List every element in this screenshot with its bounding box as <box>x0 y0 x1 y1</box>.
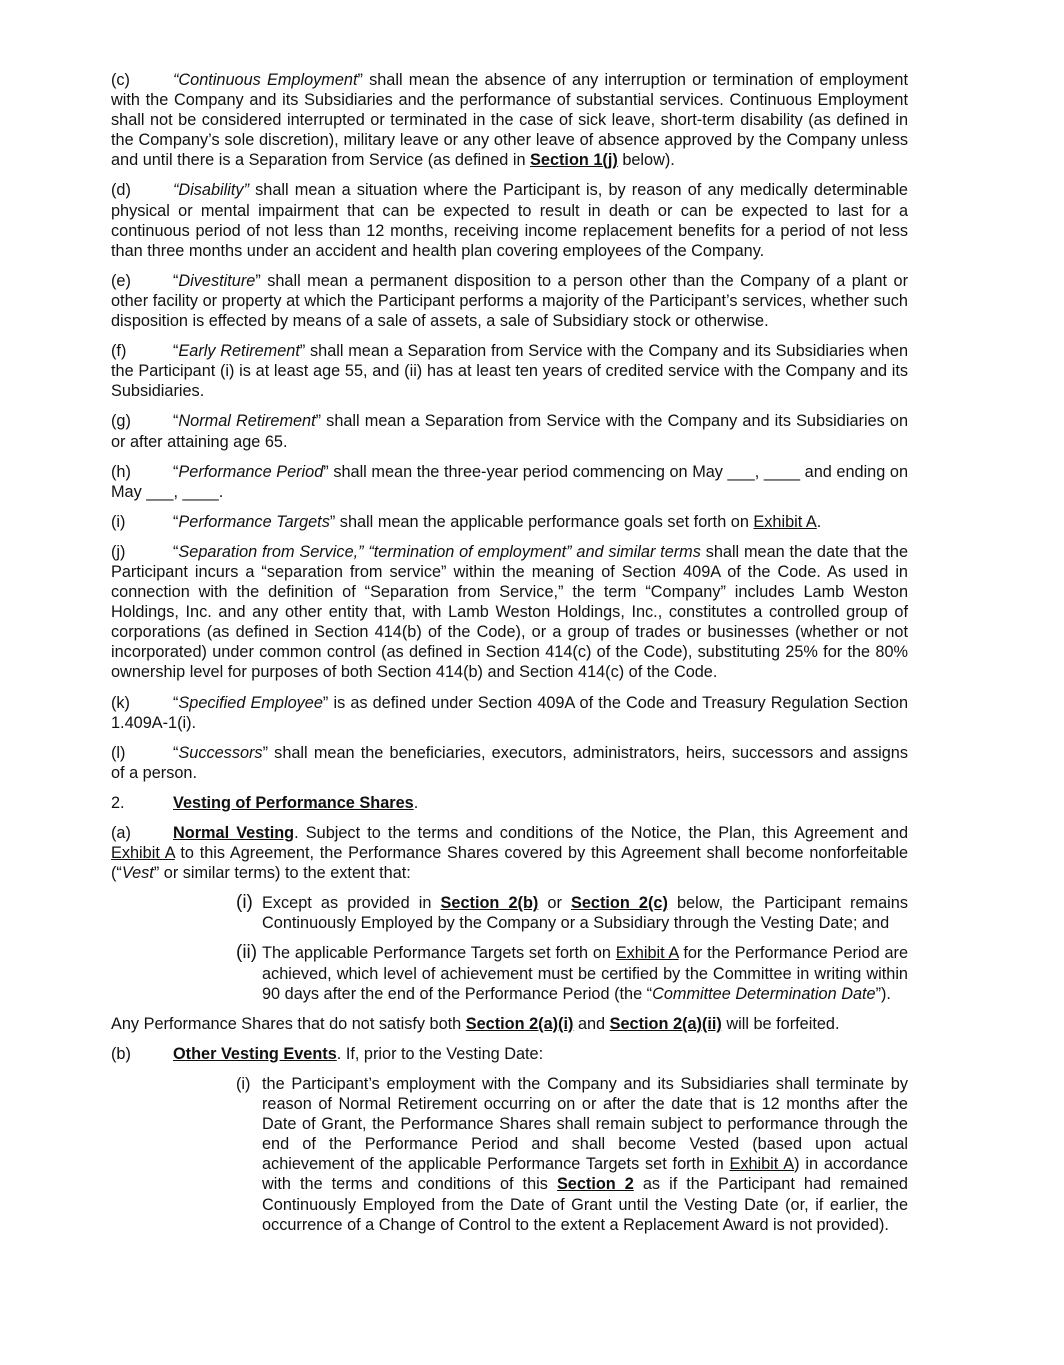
clause-text: ” shall mean a Separation from Service with the Company and its Subsidiaries on or after attaining age 65. <box>111 412 908 451</box>
defined-term: Divestiture <box>178 271 256 290</box>
clause-text: . <box>816 512 822 531</box>
defined-term: Specified Employee <box>178 693 323 712</box>
other-vesting-paragraph <box>111 1044 908 1064</box>
section-2-heading <box>111 793 908 813</box>
subsection-title: Normal Vesting <box>173 824 295 842</box>
defined-term: Performance Period <box>178 462 324 481</box>
definition-d <box>111 180 908 260</box>
section-number: 2. <box>111 793 125 812</box>
definition-i <box>111 512 908 532</box>
clause-text: and <box>573 1014 610 1033</box>
item-label: (i) <box>236 1074 251 1093</box>
defined-term: “Disability” <box>173 181 249 200</box>
clause-text: ” shall mean a permanent disposition to a person other than the Company of a plant or other facility or property at which the Participant performs a majority of the Participant’s services, whether such disposition is effected by means of a sale of assets, a sale of Subsidiary stock or otherwise. <box>111 271 908 331</box>
clause-text: The applicable Performance Targets set forth on <box>262 944 616 963</box>
clause-text: Any Performance Shares that do not satisfy both <box>111 1014 466 1033</box>
document-page <box>111 70 908 1245</box>
other-vesting-item-i <box>236 1074 908 1235</box>
normal-vesting-item-i <box>236 893 908 933</box>
section-reference: Section 2(a)(i) <box>465 1014 574 1033</box>
defined-term: Normal Retirement <box>178 412 316 431</box>
exhibit-reference: Exhibit A <box>111 844 175 863</box>
defined-term: Performance Targets <box>178 512 330 531</box>
clause-text: below). <box>617 151 675 170</box>
clause-label: (d) <box>111 181 131 200</box>
open-quote: “ <box>173 462 179 481</box>
definition-k <box>111 693 908 733</box>
forfeiture-sentence <box>111 1014 908 1034</box>
clause-text: ” shall mean the three-year period commencing on May ___, ____ and ending on May ___, ____. <box>111 462 908 501</box>
exhibit-reference: Exhibit A <box>729 1155 795 1174</box>
clause-label: (b) <box>111 1044 131 1063</box>
clause-text: ” or similar terms) to the extent that: <box>153 864 411 883</box>
clause-label: (h) <box>111 462 131 481</box>
clause-text: for the Performance Period are achieved, which level of achievement must be certified by the Committee in writing within 90 days after the end of the Performance Period (the “ <box>262 944 909 1003</box>
exhibit-reference: Exhibit A <box>615 944 679 963</box>
item-label: (i) <box>236 892 253 914</box>
clause-text: ”). <box>875 984 891 1003</box>
clause-text: shall mean the date that the Participant incurs a “separation from service” within the meaning of Section 409A of the Code. As used in connection with the definition of “Separation from Service,” the term “Company” includes Lamb Weston Holdings, Inc. and any other entity that, with Lamb Weston Holdings, Inc., constitutes a controlled group of corporations (as defined in Section 414(b) of the Code), or a group of trades or businesses (whether or not incorporated) under common control (as defined in Section 414(c) of the Code), substituting 25% for the 80% ownership level for purposes of both Section 414(b) and Section 414(c) of the Code. <box>111 542 908 682</box>
definition-h <box>111 462 908 502</box>
clause-label: (a) <box>111 824 131 842</box>
defined-term: Vest <box>121 864 154 883</box>
clause-label: (g) <box>111 412 131 431</box>
open-quote: “ <box>173 342 179 361</box>
clause-text: ” shall mean the beneficiaries, executors, administrators, heirs, successors and assigns of a person. <box>111 743 908 782</box>
clause-text: to this Agreement, the Performance Shares covered by this Agreement shall become nonforfeitable (“ <box>111 844 909 883</box>
clause-text: ” shall mean the applicable performance goals set forth on <box>329 512 754 531</box>
exhibit-reference: Exhibit A <box>753 512 817 531</box>
open-quote: “ <box>173 743 179 762</box>
clause-text: shall mean a situation where the Participant is, by reason of any medically determinable physical or mental impairment that can be expected to result in death or can be expected to last for a continuous period of not less than 12 months, receiving income replacement benefits for a period of not less than three months under an accident and health plan covering employees of the Company. <box>111 181 908 260</box>
clause-text: or <box>538 894 572 913</box>
section-reference: Section 2(b) <box>440 894 539 913</box>
clause-label: (i) <box>111 512 126 531</box>
definition-j <box>111 542 908 683</box>
defined-term: “Continuous Employment <box>173 71 358 89</box>
definition-e <box>111 271 908 331</box>
definition-f <box>111 341 908 401</box>
clause-label: (e) <box>111 271 131 290</box>
clause-text: the Participant’s employment with the Company and its Subsidiaries shall terminate by reason of Normal Retirement occurring on or after the date that is 12 months after the Date of Grant, the Performance Shares shall remain subject to performance through the end of the Performance Period and shall become Vested (based upon actual achievement of the applicable Performance Targets set forth in <box>262 1074 908 1174</box>
definition-c <box>111 70 908 170</box>
normal-vesting-paragraph <box>111 823 908 883</box>
clause-text: ” shall mean a Separation from Service with the Company and its Subsidiaries when the Participant (i) is at least age 55, and (ii) has at least ten years of credited service with the Company and its Subsidiaries. <box>111 342 908 401</box>
section-reference: Section 2 <box>556 1175 634 1194</box>
clause-text: ” is as defined under Section 409A of the Code and Treasury Regulation Section 1.409A-1(i). <box>111 693 909 732</box>
definition-g <box>111 411 908 451</box>
clause-label: (j) <box>111 542 126 561</box>
item-label: (ii) <box>236 942 258 964</box>
clause-text: . Subject to the terms and conditions of the Notice, the Plan, this Agreement and <box>294 824 909 842</box>
clause-text: . If, prior to the Vesting Date: <box>336 1044 544 1063</box>
open-quote: “ <box>173 512 179 531</box>
clause-text: will be forfeited. <box>721 1014 840 1033</box>
subsection-title: Other Vesting Events <box>173 1044 337 1063</box>
clause-text: ” shall mean the absence of any interruption or termination of employment with the Company and its Subsidiaries and the performance of substantial services. Continuous Employment shall not be considered interrupted or terminated in the case of sick leave, short-term disability (as defined in the Company’s sole discretion), military leave or any other leave of absence approved by the Company unless and until there is a Separation from Service (as defined in <box>111 71 908 170</box>
section-reference: Section 2(a)(ii) <box>609 1014 722 1033</box>
open-quote: “ <box>173 693 179 712</box>
definition-l <box>111 743 908 783</box>
defined-term: Committee Determination Date <box>652 984 876 1003</box>
clause-label: (f) <box>111 342 127 361</box>
clause-text: as if the Participant had remained Continuously Employed from the Date of Grant until the Vesting Date (or, if earlier, the occurrence of a Change of Control to the extent a Replacement Award is not provided). <box>262 1175 908 1234</box>
defined-term: Successors <box>178 743 263 762</box>
clause-label: (l) <box>111 743 126 762</box>
defined-term: Separation from Service,” “termination of employment” and similar terms <box>178 542 701 561</box>
section-reference: Section 2(c) <box>571 894 668 913</box>
open-quote: “ <box>173 542 179 561</box>
normal-vesting-item-ii <box>236 943 908 1003</box>
section-reference: Section 1(j) <box>530 151 618 170</box>
clause-label: (c) <box>111 71 130 89</box>
clause-text: below, the Participant remains Continuously Employed by the Company or a Subsidiary through the Vesting Date; and <box>262 894 908 933</box>
section-title: Vesting of Performance Shares <box>173 793 414 812</box>
clause-text: . <box>413 793 419 812</box>
clause-label: (k) <box>111 693 130 712</box>
clause-text: Except as provided in <box>262 894 441 913</box>
open-quote: “ <box>173 271 179 290</box>
defined-term: Early Retirement <box>178 342 300 361</box>
open-quote: “ <box>173 412 179 431</box>
clause-text: ) in accordance with the terms and conditions of this <box>262 1155 909 1194</box>
